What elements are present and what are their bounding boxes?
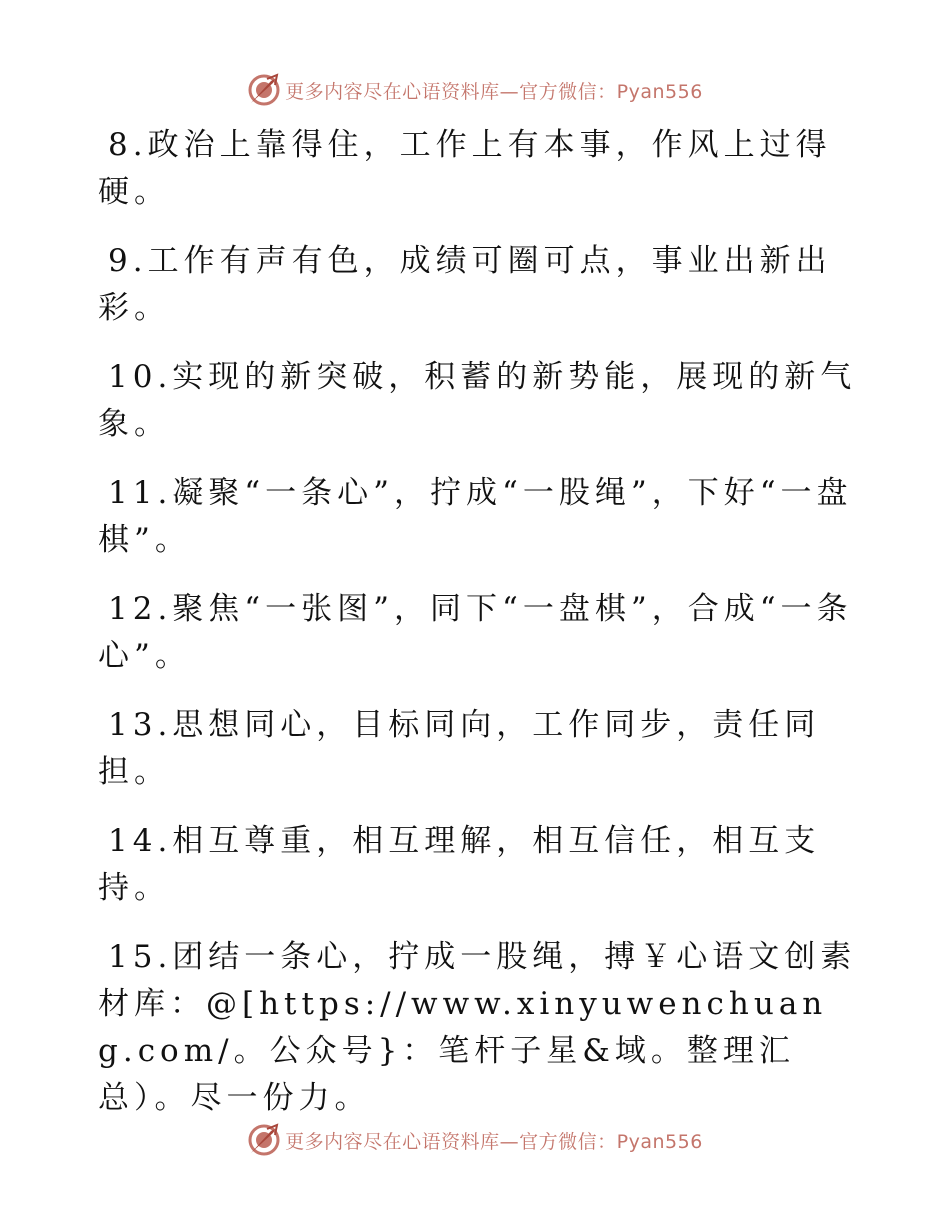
list-item-8: 8.政治上靠得住，工作上有本事，作风上过得硬。 — [98, 127, 832, 210]
list-item-9: 9.工作有声有色，成绩可圈可点，事业出新出彩。 — [98, 243, 832, 326]
document-body — [98, 122, 858, 1144]
list-item-15: 15.团结一条心，拧成一股绳，搏￥心语文创素材库：@[https://www.xinyuwenchuang.com/。公众号}：笔杆子星&域。整理汇总）。尽一份力。 — [98, 939, 857, 1116]
quill-pen-logo-icon — [247, 1123, 281, 1157]
list-item-14: 14.相互尊重，相互理解，相互信任，相互支持。 — [98, 823, 821, 906]
watermark-text: 更多内容尽在心语资料库—官方微信：Pyan556 — [285, 80, 703, 103]
watermark-text: 更多内容尽在心语资料库—官方微信：Pyan556 — [285, 1130, 703, 1153]
quill-pen-logo-icon — [247, 73, 281, 107]
list-item-13: 13.思想同心，目标同向，工作同步，责任同担。 — [98, 707, 821, 790]
footer-watermark — [0, 1120, 950, 1160]
header-watermark — [0, 70, 950, 110]
list-item-11: 11.凝聚“一条心”，拧成“一股绳”，下好“一盘棋”。 — [98, 475, 853, 558]
list-item-10: 10.实现的新突破，积蓄的新势能，展现的新气象。 — [98, 359, 857, 442]
list-item-12: 12.聚焦“一张图”，同下“一盘棋”，合成“一条心”。 — [98, 591, 853, 674]
